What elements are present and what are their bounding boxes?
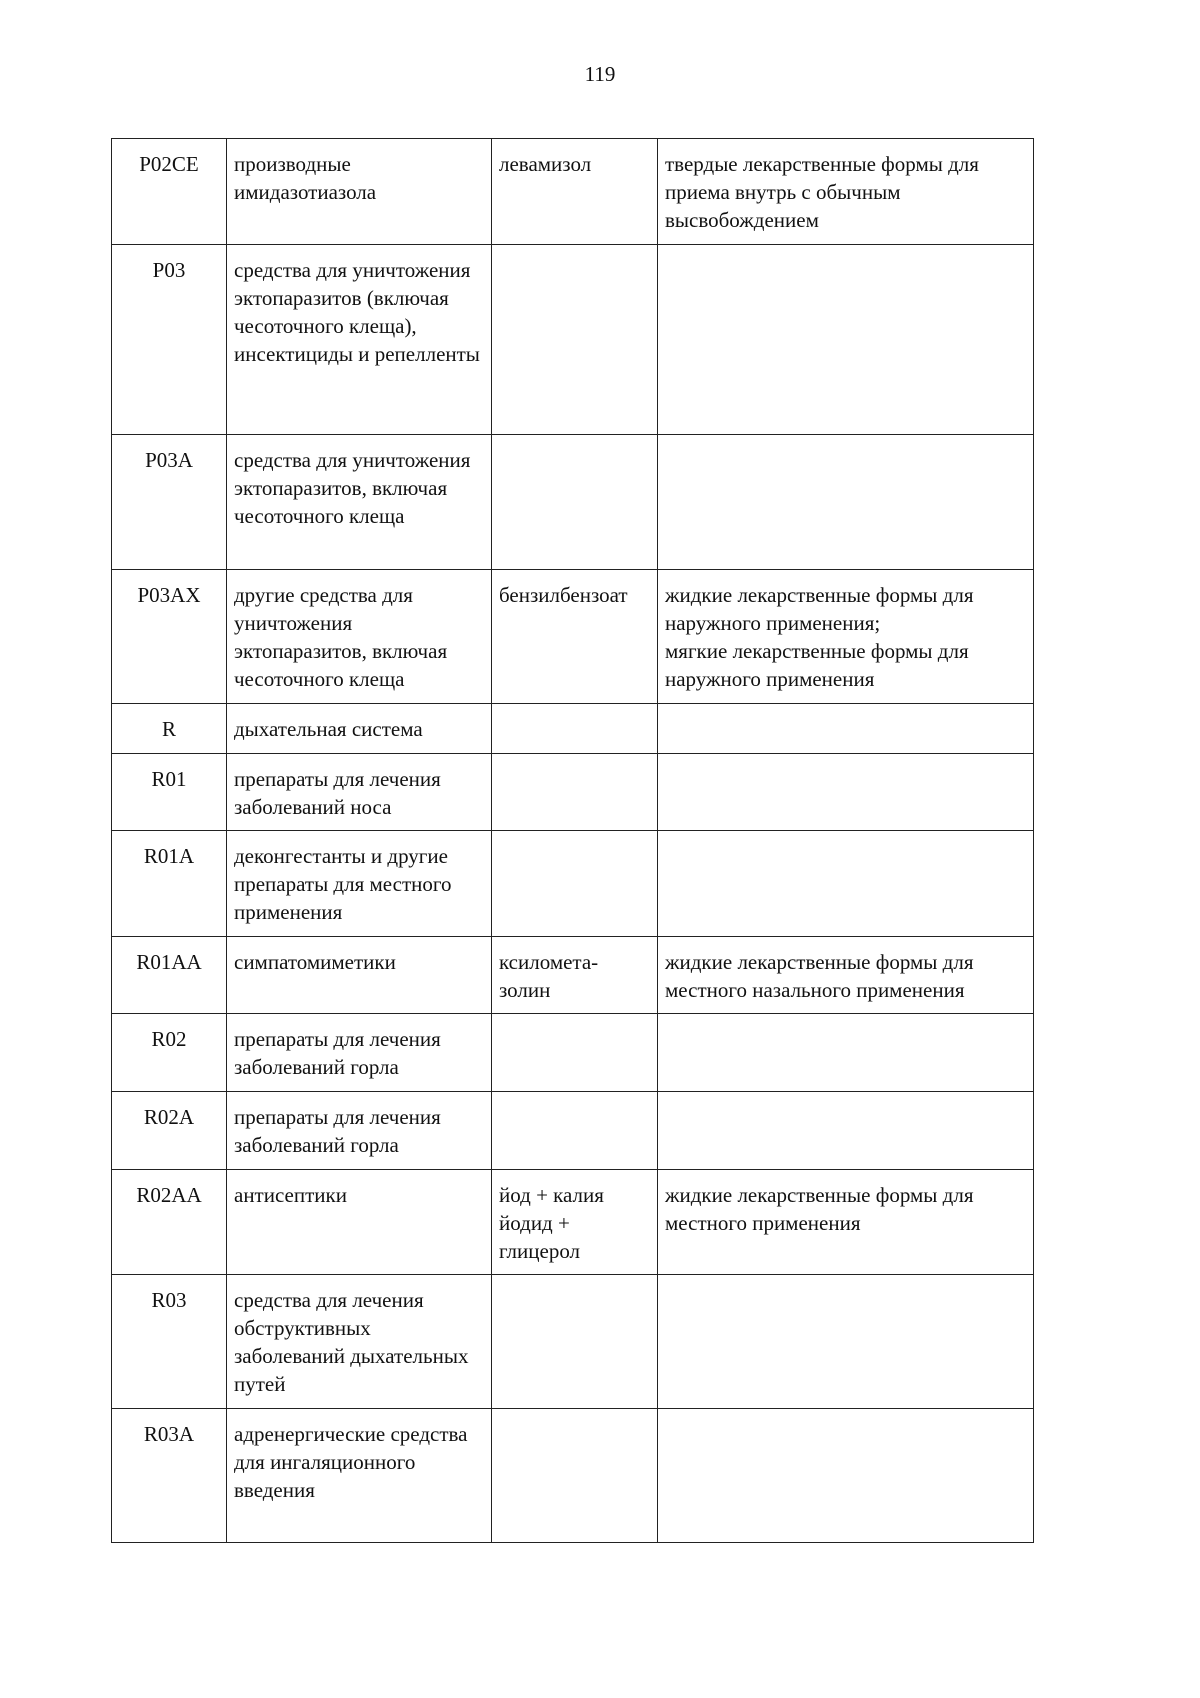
group-name-cell: адренергические средства для ингаляционного введения: [227, 1409, 492, 1543]
table-row: [112, 570, 1034, 704]
dosage-form-cell: [658, 1275, 1034, 1409]
drug-name-cell: [492, 435, 658, 570]
group-name-cell: средства для уничтожения эктопаразитов, включая чесоточного клеща: [227, 435, 492, 570]
dosage-form-cell: [658, 1092, 1034, 1170]
drug-name-cell: [492, 831, 658, 937]
atc-code-cell: R01: [112, 754, 227, 831]
atc-code-cell: R02: [112, 1014, 227, 1092]
dosage-form-cell: [658, 831, 1034, 937]
dosage-form-cell: [658, 754, 1034, 831]
dosage-form-cell: жидкие лекарственные формы для местного назального применения: [658, 937, 1034, 1014]
table-row: [112, 435, 1034, 570]
table-row: [112, 1014, 1034, 1092]
group-name-cell: препараты для лечения заболеваний горла: [227, 1092, 492, 1170]
group-name-cell: производные имидазотиазола: [227, 139, 492, 245]
group-name-cell: другие средства для уничтожения эктопаразитов, включая чесоточного клеща: [227, 570, 492, 704]
table-row: [112, 139, 1034, 245]
drug-name-cell: [492, 1092, 658, 1170]
atc-code-cell: R03: [112, 1275, 227, 1409]
drug-name-cell: [492, 1014, 658, 1092]
page-number: 119: [584, 62, 616, 86]
drug-name-cell: [492, 245, 658, 435]
drug-name-cell: [492, 754, 658, 831]
table-row: [112, 1409, 1034, 1543]
drug-name-cell: ксиломета- золин: [492, 937, 658, 1014]
drug-name-cell: [492, 1409, 658, 1543]
drug-name-cell: йод + калия йодид + глицерол: [492, 1170, 658, 1275]
dosage-form-cell: [658, 704, 1034, 754]
atc-code-cell: P03: [112, 245, 227, 435]
table-body: [112, 139, 1034, 1543]
atc-code-cell: P03AX: [112, 570, 227, 704]
atc-code-cell: R02AA: [112, 1170, 227, 1275]
dosage-form-cell: жидкие лекарственные формы для местного применения: [658, 1170, 1034, 1275]
atc-code-cell: R03A: [112, 1409, 227, 1543]
atc-code-cell: R01AA: [112, 937, 227, 1014]
drug-name-cell: бензилбензоат: [492, 570, 658, 704]
atc-code-cell: R02A: [112, 1092, 227, 1170]
drug-name-cell: [492, 704, 658, 754]
dosage-form-cell: твердые лекарственные формы для приема внутрь с обычным высвобождением: [658, 139, 1034, 245]
atc-code-cell: P02CE: [112, 139, 227, 245]
group-name-cell: средства для лечения обструктивных заболеваний дыхательных путей: [227, 1275, 492, 1409]
table-row: [112, 704, 1034, 754]
atc-drug-table: [111, 138, 1034, 1543]
drug-name-cell: левамизол: [492, 139, 658, 245]
drug-name-cell: [492, 1275, 658, 1409]
group-name-cell: антисептики: [227, 1170, 492, 1275]
group-name-cell: деконгестанты и другие препараты для местного применения: [227, 831, 492, 937]
atc-code-cell: P03A: [112, 435, 227, 570]
table-row: [112, 831, 1034, 937]
table-row: [112, 754, 1034, 831]
table-row: [112, 1275, 1034, 1409]
group-name-cell: препараты для лечения заболеваний горла: [227, 1014, 492, 1092]
table-row: [112, 245, 1034, 435]
group-name-cell: дыхательная система: [227, 704, 492, 754]
group-name-cell: препараты для лечения заболеваний носа: [227, 754, 492, 831]
group-name-cell: средства для уничтожения эктопаразитов (включая чесоточного клеща), инсектициды и репелленты: [227, 245, 492, 435]
dosage-form-cell: жидкие лекарственные формы для наружного применения; мягкие лекарственные формы для наружного применения: [658, 570, 1034, 704]
atc-code-cell: R: [112, 704, 227, 754]
dosage-form-cell: [658, 245, 1034, 435]
table-row: [112, 1092, 1034, 1170]
group-name-cell: симпатомиметики: [227, 937, 492, 1014]
dosage-form-cell: [658, 1409, 1034, 1543]
atc-code-cell: R01A: [112, 831, 227, 937]
dosage-form-cell: [658, 1014, 1034, 1092]
table-row: [112, 937, 1034, 1014]
dosage-form-cell: [658, 435, 1034, 570]
table-row: [112, 1170, 1034, 1275]
